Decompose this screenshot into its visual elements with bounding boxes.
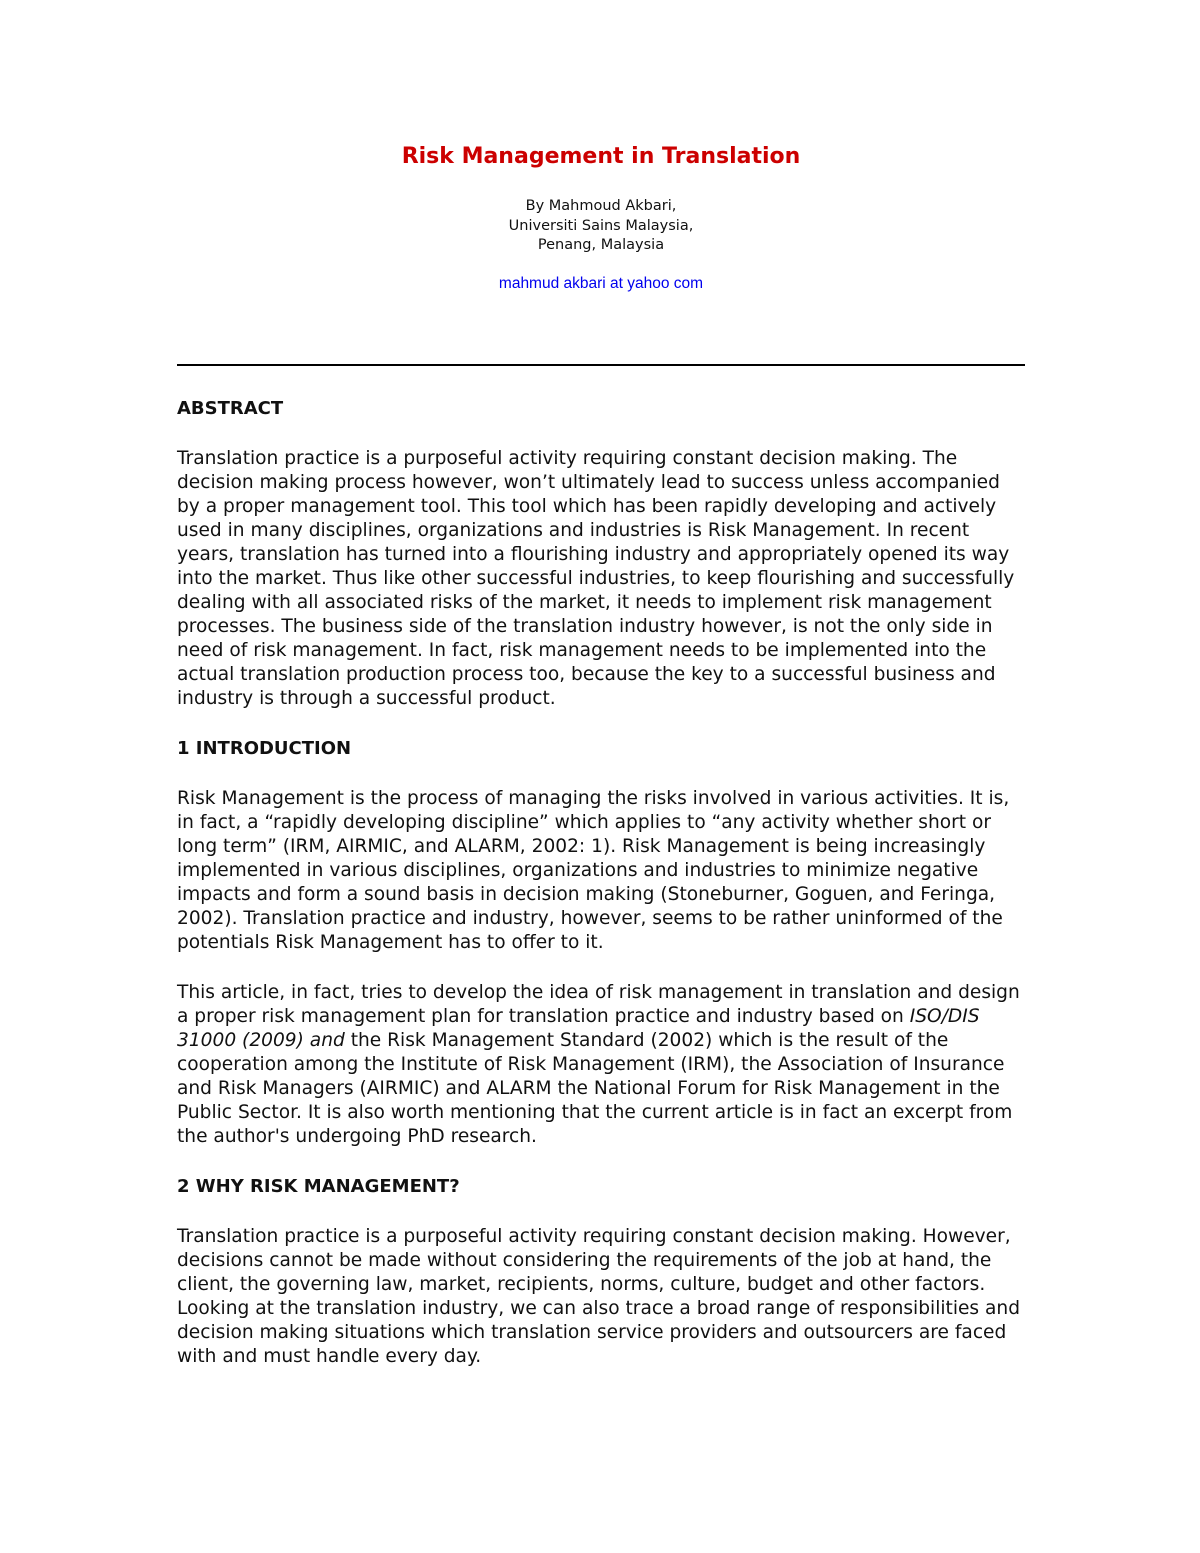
author-email-link[interactable]: mahmud akbari at yahoo com	[498, 275, 704, 292]
introduction-paragraph-2-end: the Risk Management Standard (2002) which is the result of the cooperation among the Institute of Risk Management (IRM), the Association of Insurance and Risk Managers (AIRMIC) and ALARM the National Forum for Risk Management in the Public Sector. It is also worth mentioning that the current article is in fact an excerpt from the author's undergoing PhD research.	[177, 1030, 1013, 1147]
author-byline	[177, 197, 1025, 256]
author-name: By Mahmoud Akbari,	[525, 198, 677, 214]
iso-standard-citation: ISO/DIS 31000 (2009) and	[177, 1006, 980, 1051]
author-institution: Universiti Sains Malaysia,	[508, 217, 694, 234]
introduction-paragraph-1: Risk Management is the process of managing the risks involved in various activities. It is, in fact, a “rapidly developing discipline” which applies to “any activity whether short or long term” (IRM, AIRMIC, and ALARM, 2002: 1). Risk Management is being increasingly implemented in various disciplines, organizations and industries to minimize negative impacts and form a sound basis in decision making (Stoneburner, Goguen, and Feringa, 2002). Translation practice and industry, however, seems to be rather uninformed of the potentials Risk Management has to offer to it.	[177, 788, 1010, 953]
author-location: Penang, Malaysia	[537, 237, 665, 253]
abstract-paragraph: Translation practice is a purposeful activity requiring constant decision making. The decision making process however, won’t ultimately lead to success unless accompanied by a proper management tool. This tool which has been rapidly developing and actively used in many disciplines, organizations and industries is Risk Management. In recent years, translation has turned into a flourishing industry and appropriately opened its way into the market. Thus like other successful industries, to keep flourishing and successfully dealing with all associated risks of the market, it needs to implement risk management processes. The business side of the translation industry however, is not the only side in need of risk management. In fact, risk management needs to be implemented into the actual translation production process too, because the key to a successful business and industry is through a successful product.	[177, 448, 1015, 709]
introduction-paragraph-2-start: This article, in fact, tries to develop the idea of risk management in translation and design a proper risk management plan for translation practice and industry based on	[177, 982, 1020, 1027]
why-risk-management-paragraph: Translation practice is a purposeful activity requiring constant decision making. However, decisions cannot be made without considering the requirements of the job at hand, the client, the governing law, market, recipients, norms, culture, budget and other factors. Looking at the translation industry, we can also trace a broad range of responsibilities and decision making situations which translation service providers and outsourcers are faced with and must handle every day.	[177, 1226, 1021, 1367]
document-title: Risk Management in Translation	[401, 144, 801, 169]
why-risk-management-heading: 2 WHY RISK MANAGEMENT?	[177, 1176, 460, 1197]
article-body	[177, 397, 1025, 1369]
introduction-heading: 1 INTRODUCTION	[177, 738, 352, 759]
introduction-paragraph-2	[177, 981, 1025, 1149]
horizontal-rule	[177, 364, 1025, 366]
abstract-heading: ABSTRACT	[177, 398, 284, 419]
